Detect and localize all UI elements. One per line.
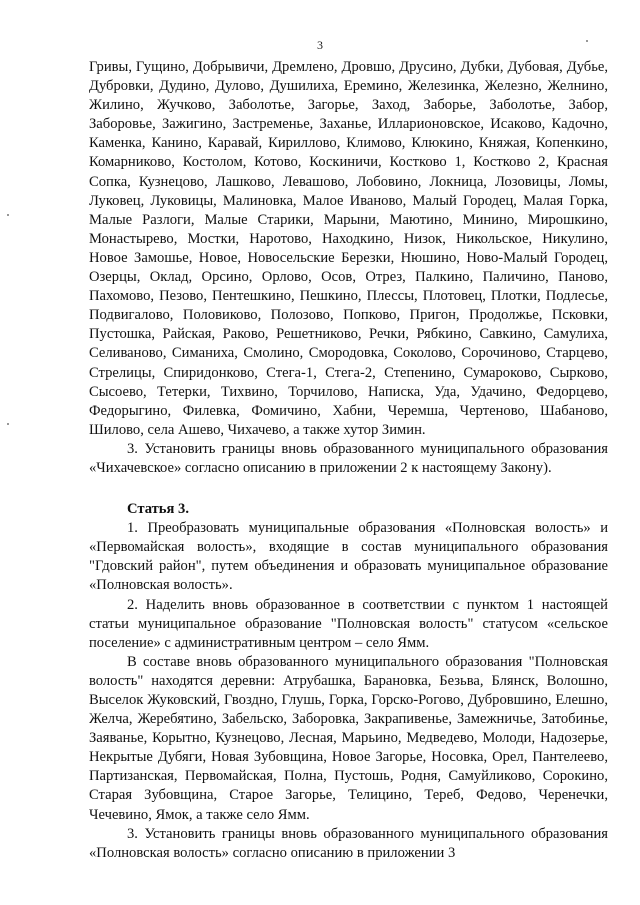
article-title: Статья 3. [127, 501, 189, 518]
paragraph-boundaries-chikhachevskoe: 3. Установить границы вновь образованного муниципального образования «Чихачевское» согласно описанию в приложении 2 к настоящему Закону). [89, 440, 608, 476]
paragraph-status: 2. Наделить вновь образованное в соответствии с пунктом 1 настоящей статьи муниципальное образование "Полновская волость" статусом «сельское поселение» с административным центром – село Ямм. [89, 596, 608, 651]
paragraph-transform: 1. Преобразовать муниципальные образования «Полновская волость» и «Первомайская волость», входящие в состав муниципального образования "Гдовский район", путем объединения и образовать муниципальное образование «Полновская волость». [89, 520, 608, 594]
paragraph-village-list: Гривы, Гущино, Добрывичи, Дремлено, Дровшо, Друсино, Дубки, Дубовая, Дубье, Дубровки, Дудино, Дулово, Душилиха, Еремино, Железинка, Железно, Желнино, Жилино, Жучково, Заболотье, Загорье, Заход, Заборье, Заболотье, Забор, Заборовье, Зажигино, Застременье, Заханье, Илларионовское, Исаково, Кадочно, Каменка, Канино, Каравай, Кириллово, Климово, Клюкино, Княжая, Копенкино, Комарниково, Костолом, Котово, Коскиничи, Костково 1, Костково 2, Красная Сопка, Кузнецово, Лашково, Левашово, Лобовино, Локница, Лозовицы, Ломы, Луковец, Луковицы, Малиновка, Малое Иваново, Малый Городец, Малая Горка, Малые Разлоги, Малые Старики, Марыни, Маютино, Минино, Мирошкино, Монастырево, Мостки, Наротово, Находкино, Низок, Никольское, Никулино, Новое Замошье, Новое, Новосельские Березки, Нюшино, Ново-Малый Городец, Озерцы, Оклад, Орсино, Орлово, Осов, Отрез, Палкино, Паличино, Паново, Пахомово, Пезово, Пентешкино, Пешкино, Плессы, Плотовец, Плотки, Подлесье, Подвигалово, Половиково, Полозово, Попково, Пригон, Продолжье, Псковки, Пустошка, Райская, Раково, Решетниково, Речки, Рябкино, Савкино, Самулиха, Селиваново, Симаниха, Смолино, Смородовка, Соколово, Сорочиново, Старцево, Стрелицы, Спиридонково, Стега-1, Стега-2, Степенино, Сумароково, Сырково, Сысоево, Тетерки, Тихвино, Торчилово, Написка, Уда, Удачино, Федорцево, Федорыгино, Филевка, Фомичино, Хабни, Черемша, Чертеново, Шабаново, Шилово, села Ашево, Чихачево, а также хутор Зимин. [89, 59, 608, 438]
scan-speck [7, 214, 9, 216]
document-body [89, 58, 608, 863]
scan-speck [7, 423, 9, 425]
paragraph-boundaries-polnovskaya: 3. Установить границы вновь образованного муниципального образования «Полновская волость» согласно описанию в приложении 3 [89, 825, 608, 861]
paragraph-composition: В составе вновь образованного муниципального образования "Полновская волость" находятся деревни: Атрубашка, Барановка, Безьва, Блянск, Волошно, Выселок Жуковский, Гвоздно, Глушь, Горка, Горско-Рогово, Дубровшино, Елешно, Желча, Жеребятино, Забельско, Заборовка, Закрапивенье, Замежничье, Затобинье, Заяванье, Корытно, Кузнецово, Лесная, Марьино, Медведево, Молоди, Надозерье, Некрытые Дубяги, Новая Зубовщина, Новое Загорье, Носовка, Орел, Пантелеево, Партизанская, Первомайская, Полна, Пустошь, Родня, Самуйликово, Сорокино, Старая Зубовщина, Старое Загорье, Телицино, Тереб, Федово, Черенечки, Чечевино, Ямок, а также село Ямм. [89, 653, 608, 823]
page-number: 3 [317, 38, 323, 52]
scan-speck [586, 40, 588, 42]
